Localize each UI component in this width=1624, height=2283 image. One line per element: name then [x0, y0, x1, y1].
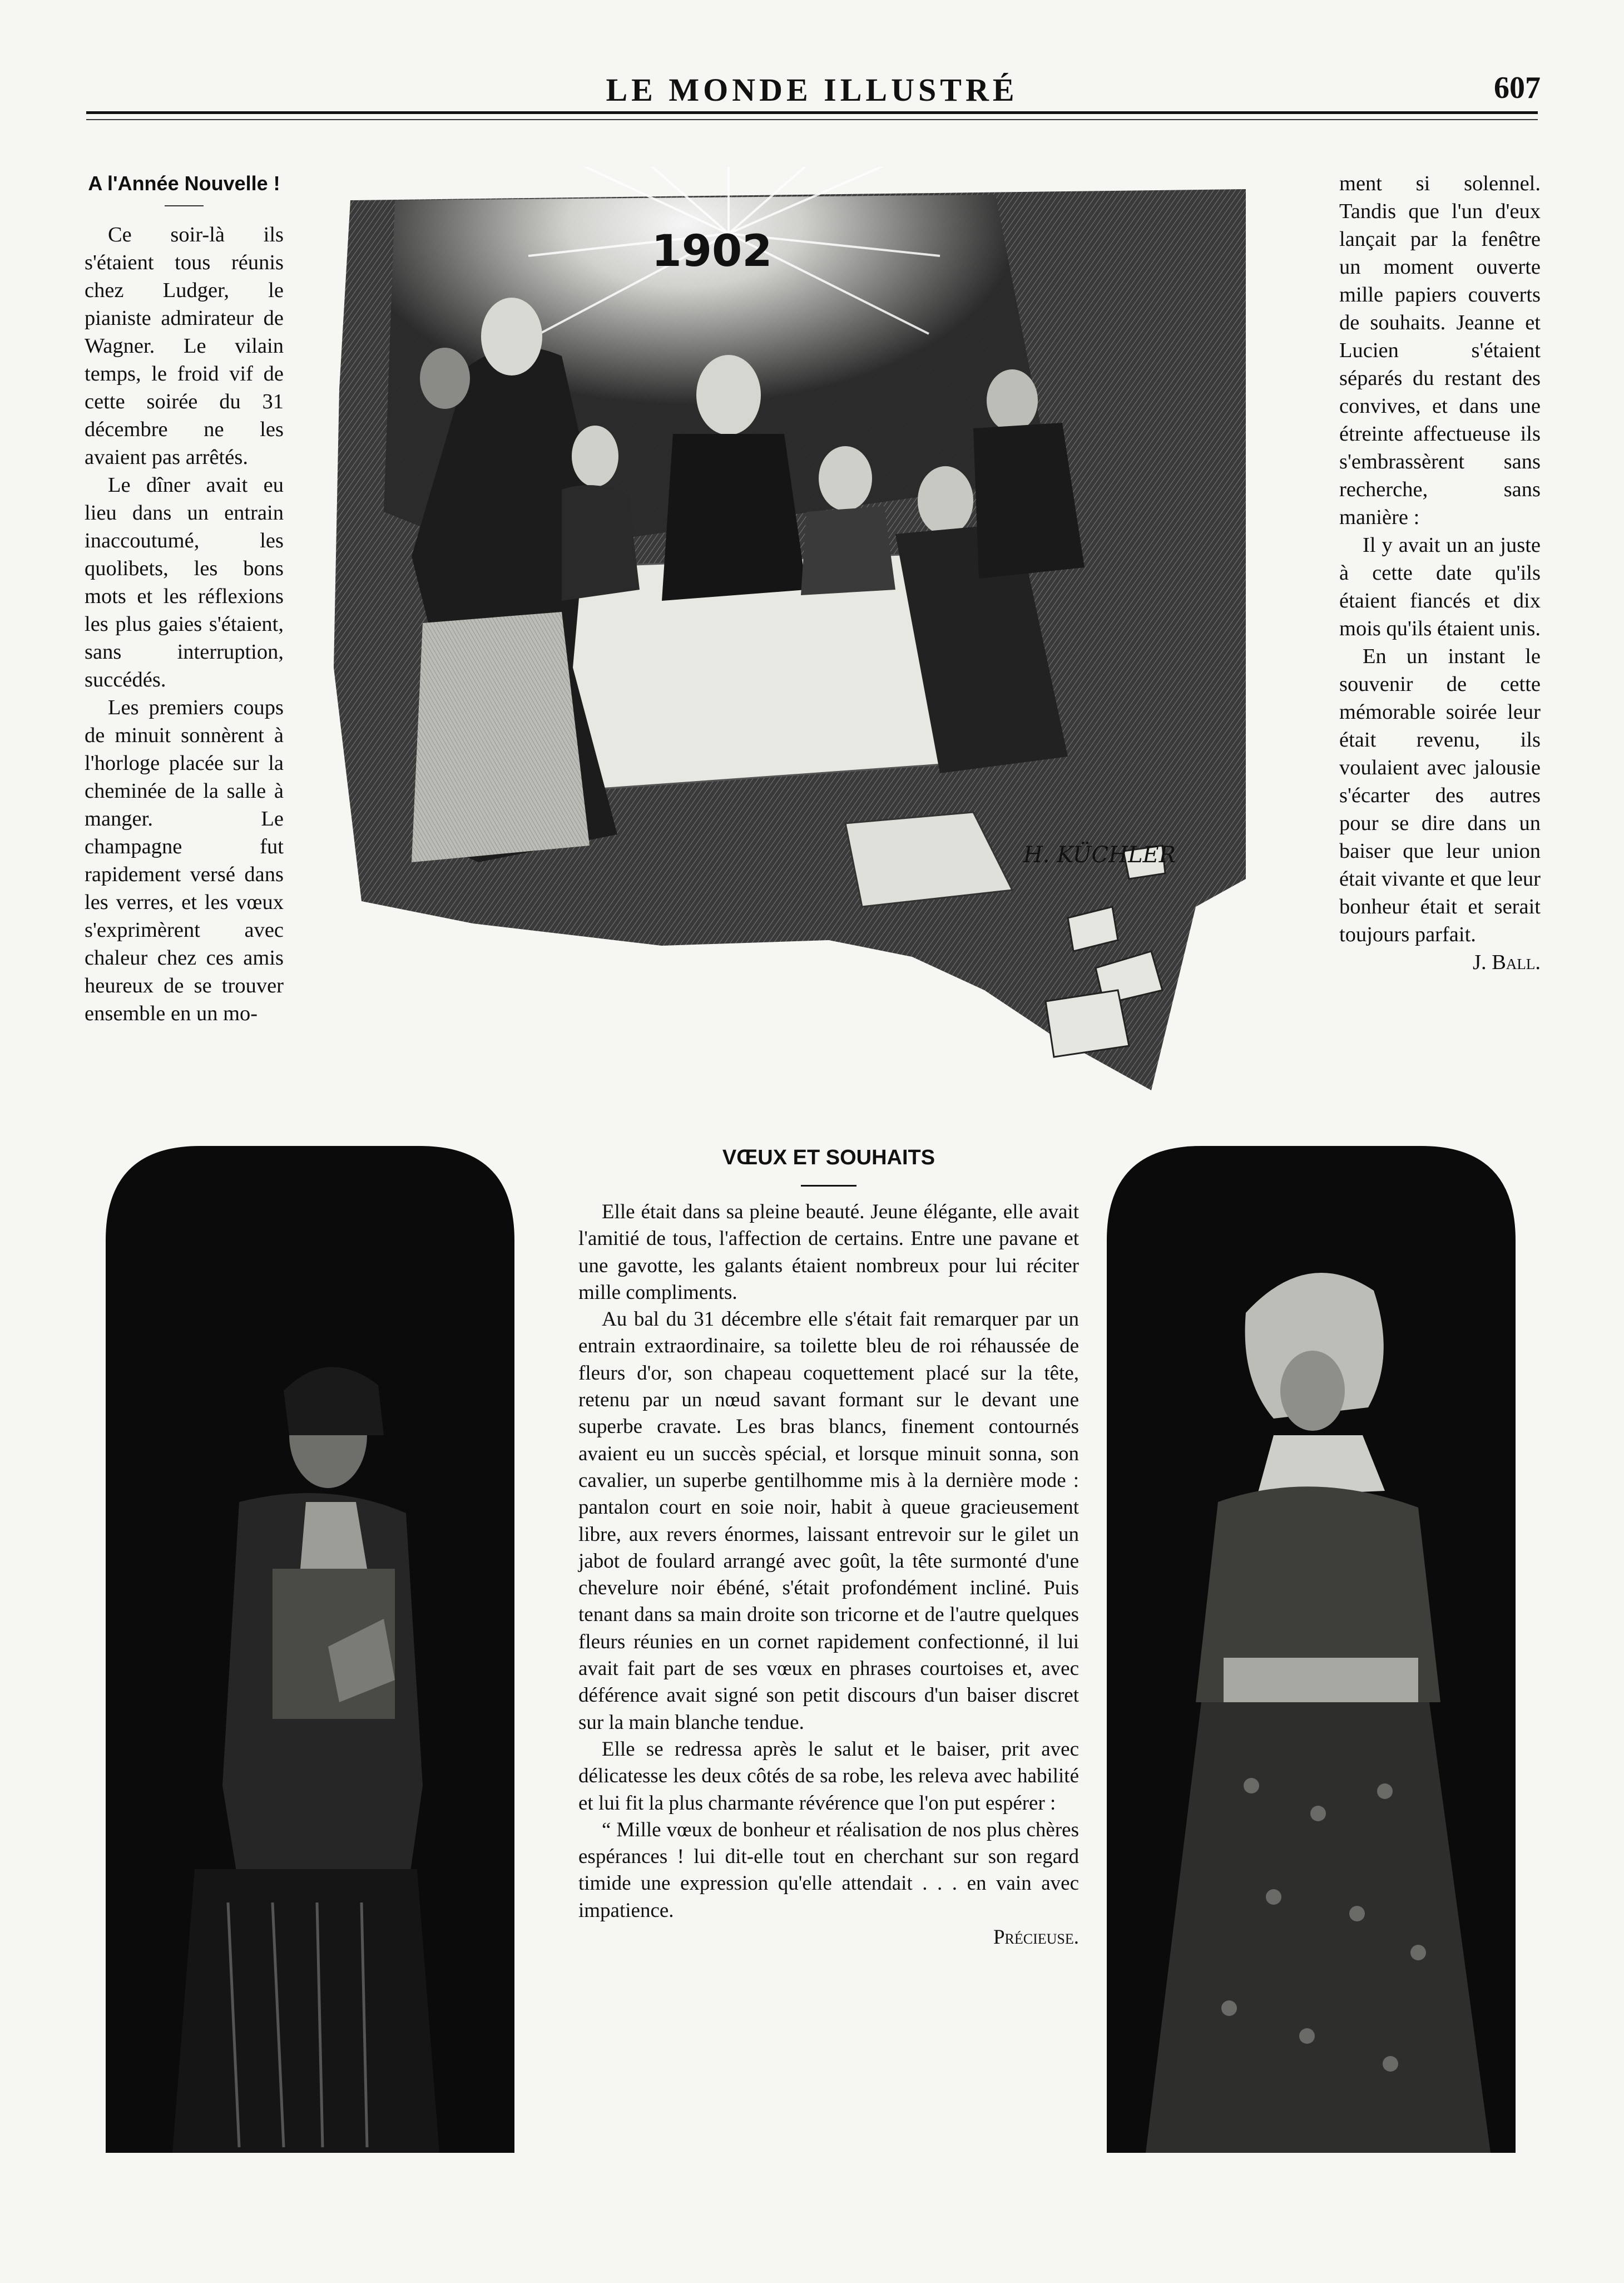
article-paragraph: “ Mille vœux de bonheur et réalisation de nos plus chères espérances ! lui dit-elle tout en cherchant sur son regard timide une expression qu'elle attendait . . . en vain avec impatience. — [578, 1818, 1079, 1922]
article-title-divider — [801, 1185, 856, 1187]
article-paragraph: Au bal du 31 décembre elle s'était fait remarquer par un entrain extraordinaire, sa toilette bleu de roi réhaussée de fleurs d'or, son chapeau coquettement placé sur la tête, retenu par un nœud savant formant sur le devant une superbe cravate. Les bras blancs, finement contournés avaient eu un succès spécial, et lorsque minuit sonna, son cavalier, un superbe gentilhomme mis à la dernière mode : pantalon court en soie noir, habit à queue gracieusement libre, aux revers énormes, laissant entrevoir sur le gilet un jabot de foulard arrangé avec goût, la tête surmonté d'une chevelure noir ébéné, s'était profondément incliné. Puis tenant dans sa main droite son tricorne et de l'autre quelques fleurs réunies en un cornet rapidement confectionné, il lui avait fait part de ses vœux en phrases courtoises et, avec déférence avait signé son petit discours d'un baiser discret sur la main blanche tendue. — [578, 1308, 1079, 1734]
right-column — [1339, 170, 1541, 976]
masthead — [83, 66, 1541, 116]
left-paragraph: Ce soir-là ils s'étaient tous réunis chez Ludger, le pianiste admirateur de Wagner. Le vilain temps, le froid vif de cette soirée du 31 décembre ne les avaient pas arrêtés. — [85, 223, 284, 469]
illustration-gentleman-portrait — [106, 1146, 514, 2153]
left-paragraph: Le dîner avait eu lieu dans un entrain inaccoutumé, les quolibets, les bons mots et les réflexions les plus gaies s'étaient, sans interruption, succédés. — [85, 473, 284, 691]
artist-signature: H. KÜCHLER — [1023, 842, 1176, 868]
article-title: VŒUX ET SOUHAITS — [722, 1146, 935, 1169]
masthead-rule — [86, 111, 1538, 114]
left-paragraph: Les premiers coups de minuit sonnèrent à l'horloge placée sur la cheminée de la salle à manger. Le champagne fut rapidement versé dans les verres, et les vœux s'exprimèrent avec chaleur chez ces amis heureux de se trouver ensemble en un mo- — [85, 696, 284, 1025]
illustration-new-year-party — [328, 167, 1246, 1090]
lady-drawing — [1107, 1146, 1516, 2153]
right-column-signature: J. Ball. — [1472, 951, 1541, 974]
right-paragraph: Il y avait un an juste à cette date qu'ils étaient fiancés et dix mois qu'ils étaient unis. — [1339, 533, 1541, 640]
masthead-rule-thin — [86, 119, 1538, 120]
left-column — [85, 170, 284, 1027]
party-scene-drawing — [328, 167, 1246, 1090]
article-paragraph: Elle se redressa après le salut et le baiser, prit avec délicatesse les deux côtés de sa robe, les releva avec habilité et lui fit la plus charmante révérence que l'on put espérer : — [578, 1737, 1079, 1815]
newspaper-title: LE MONDE ILLUSTRÉ — [606, 72, 1018, 108]
illustration-lady-portrait — [1107, 1146, 1516, 2153]
gentleman-drawing — [106, 1146, 514, 2153]
right-paragraph: ment si solennel. Tandis que l'un d'eux lançait par la fenêtre un moment ouverte mille papiers couverts de souhaits. Jeanne et Lucien s'étaient séparés du restant des convives, et dans une étreinte affectueuse ils s'embrassèrent sans recherche, sans manière : — [1339, 172, 1541, 529]
left-column-heading: A l'Année Nouvelle ! — [88, 172, 280, 195]
right-paragraph: En un instant le souvenir de cette mémorable soirée leur était revenu, ils voulaient avec jalousie s'écarter des autres pour se dire dans un baiser que leur union était vivante et que leur bonheur était et serait toujours parfait. — [1339, 645, 1541, 946]
article-signature: Précieuse. — [993, 1926, 1079, 1949]
year-label: 1902 — [651, 226, 773, 276]
heading-divider — [165, 205, 204, 206]
article-paragraph: Elle était dans sa pleine beauté. Jeune élégante, elle avait l'amitié de tous, l'affection de certains. Entre une pavane et une gavotte, les galants étaient nombreux pour lui réciter mille compliments. — [578, 1200, 1079, 1304]
article-body — [578, 1199, 1079, 1951]
page-number: 607 — [1494, 71, 1541, 105]
